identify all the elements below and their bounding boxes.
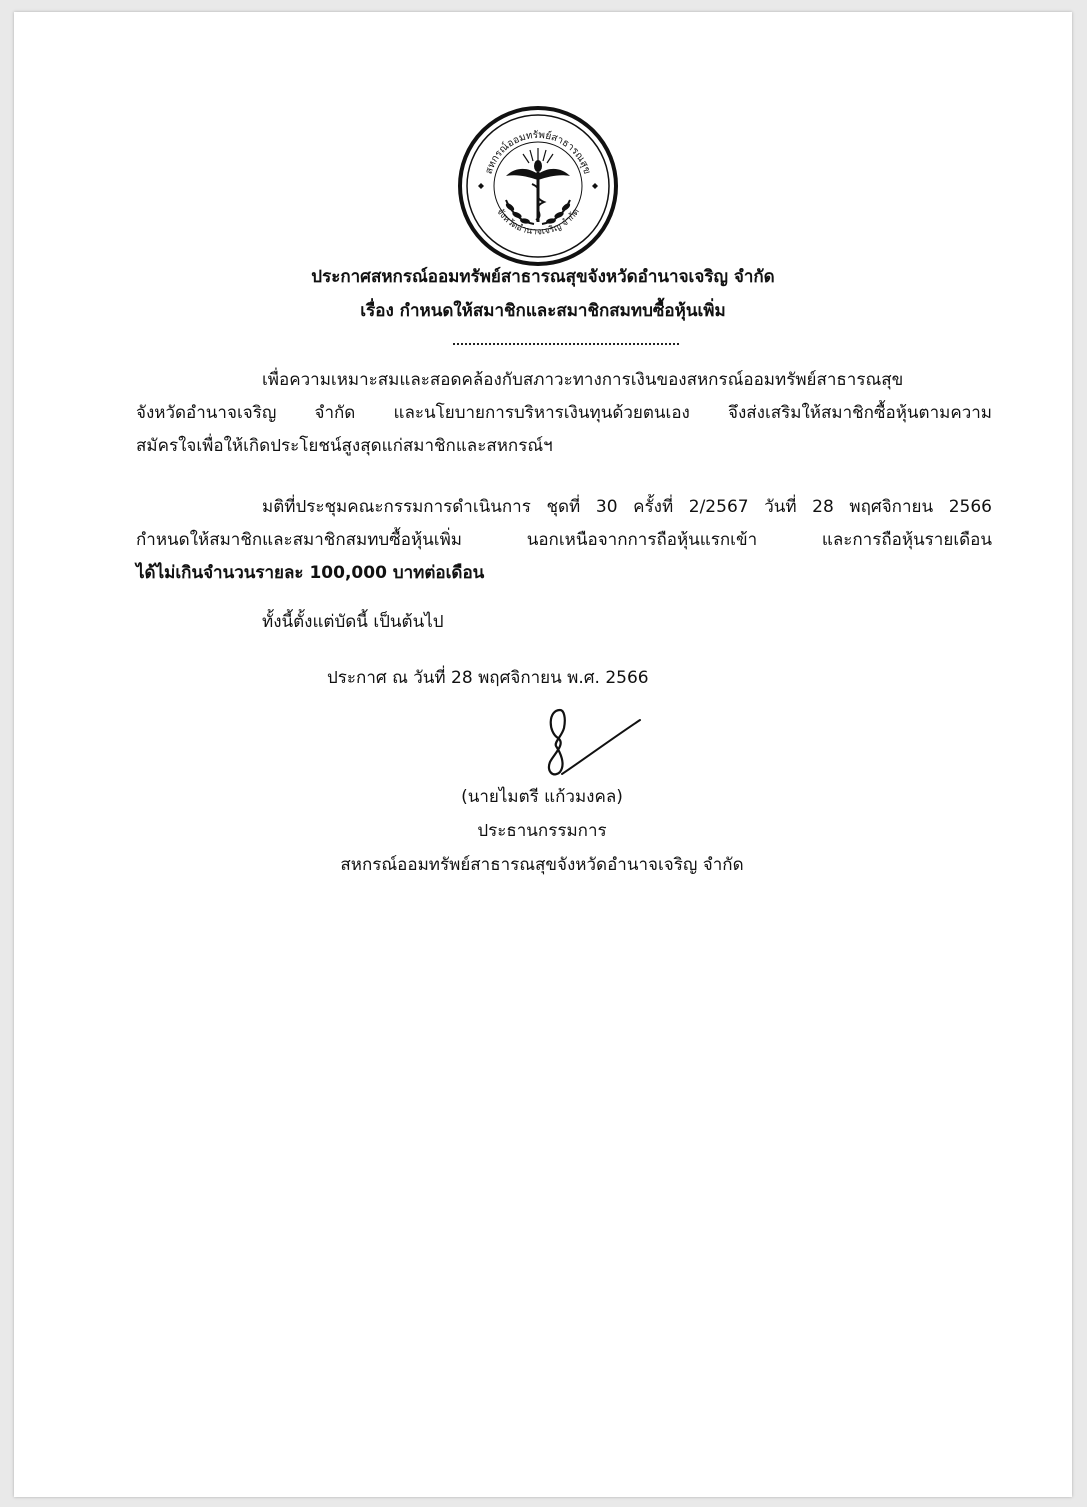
paragraph-purpose	[136, 364, 992, 463]
signatory-organization: สหกรณ์ออมทรัพย์สาธารณสุขจังหวัดอำนาจเจริญ จำกัด	[340, 855, 744, 875]
signatory-name: (นายไมตรี แก้วมงคล)	[461, 787, 623, 807]
announcement-date: ประกาศ ณ วันที่ 28 พฤศจิกายน พ.ศ. 2566	[327, 668, 649, 688]
announcement-subject: เรื่อง กำหนดให้สมาชิกและสมาชิกสมทบซื้อหุ้นเพิ่ม	[360, 301, 726, 321]
paragraph-line: เพื่อความเหมาะสมและสอดคล้องกับสภาวะทางการเงินของสหกรณ์ออมทรัพย์สาธารณสุข	[262, 370, 904, 390]
announcement-header	[14, 260, 1072, 328]
paragraph-line: จังหวัดอำนาจเจริญ จำกัด และนโยบายการบริหารเงินทุนด้วยตนเอง จึงส่งเสริมให้สมาชิกซื้อหุ้นตามความ	[136, 403, 992, 423]
paragraph-line: สมัครใจเพื่อให้เกิดประโยชน์สูงสุดแก่สมาชิกและสหกรณ์ฯ	[136, 436, 553, 456]
paragraph-resolution	[136, 491, 992, 590]
paragraph-line-limit: ได้ไม่เกินจำนวนรายละ 100,000 บาทต่อเดือน	[136, 563, 485, 583]
effective-statement: ทั้งนี้ตั้งแต่บัดนี้ เป็นต้นไป	[262, 612, 444, 632]
paragraph-line: กำหนดให้สมาชิกและสมาชิกสมทบซื้อหุ้นเพิ่ม นอกเหนือจากการถือหุ้นแรกเข้า และการถือหุ้นรายเดือน	[136, 530, 992, 550]
announcement-title: ประกาศสหกรณ์ออมทรัพย์สาธารณสุขจังหวัดอำนาจเจริญ จำกัด	[311, 267, 775, 287]
signatory-position: ประธานกรรมการ	[477, 821, 607, 841]
signature-block	[262, 780, 822, 882]
paragraph-line: มติที่ประชุมคณะกรรมการดำเนินการ ชุดที่ 30 ครั้งที่ 2/2567 วันที่ 28 พฤศจิกายน 2566	[262, 497, 992, 517]
dotted-divider	[453, 343, 679, 345]
svg-text:จังหวัดอำนาจเจริญ จำกัด: จังหวัดอำนาจเจริญ จำกัด	[494, 207, 582, 238]
document-page	[14, 12, 1072, 1497]
cooperative-seal-icon	[456, 104, 620, 268]
svg-text:สหกรณ์ออมทรัพย์สาธารณสุข: สหกรณ์ออมทรัพย์สาธารณสุข	[483, 129, 593, 176]
